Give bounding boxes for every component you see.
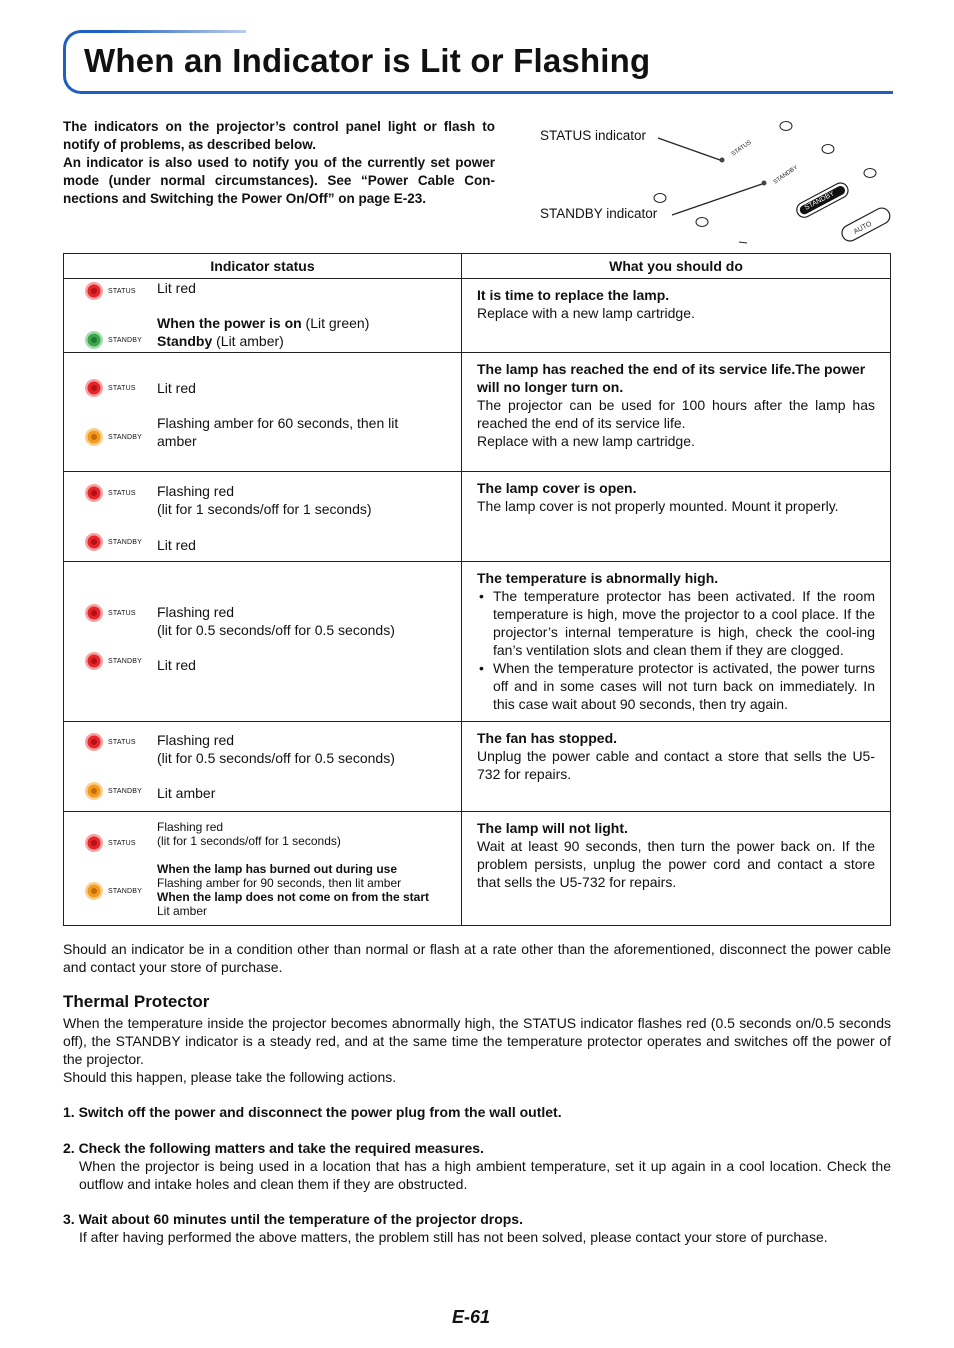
status-text-bold: Standby: [157, 333, 213, 349]
status-led-red-icon: [84, 378, 104, 398]
panel-auto-button-text: AUTO: [852, 220, 874, 236]
status-cell: [64, 279, 462, 353]
status-text: Lit amber: [157, 904, 208, 918]
status-text: Lit red: [157, 280, 196, 296]
standby-led-amber-icon: [84, 781, 104, 801]
step-2: [63, 1139, 891, 1193]
status-text: (Lit amber): [212, 333, 284, 349]
led-name: STANDBY: [108, 538, 142, 546]
thermal-paragraph-1: When the temperature inside the projector becomes abnormally high, the STATUS indicator flashes red (0.5 seconds on/0.5 seconds off), the STANDBY indicator is a steady red, and at the same time the temperature protector operates and switches off the power of the projector.: [63, 1015, 891, 1067]
status-text-bold: When the lamp has burned out during use: [157, 862, 398, 876]
status-text-bold: When the lamp does not come on from the start: [157, 890, 430, 904]
status-text-bold: When the power is on: [157, 315, 302, 331]
step-3: [63, 1210, 891, 1246]
led-name: STATUS: [108, 609, 136, 617]
problem-bullet-list: [477, 587, 875, 713]
what-cell: [462, 472, 891, 562]
problem-description: The projector can be used for 100 hours after the lamp has reached the end of its service life.: [477, 397, 875, 431]
standby-led-amber-icon: [84, 881, 104, 901]
status-cell: [64, 562, 462, 722]
status-text: Lit red: [157, 380, 196, 396]
status-text: Flashing red: [157, 483, 235, 499]
intro-paragraph-2: An indicator is also used to notify you of the currently set power mode (under normal circumstances). See “Power Cable Con-nections and Switching the Power On/Off” on page E-23.: [63, 155, 495, 206]
table-row: [64, 722, 891, 812]
table-row: [64, 472, 891, 562]
status-text: Flashing amber for 90 seconds, then lit amber: [157, 876, 402, 890]
status-text-detail: (lit for 1 seconds/off for 1 seconds): [157, 501, 372, 517]
step-description: If after having performed the above matters, the problem still has not been solved, please contact your store of purchase.: [79, 1229, 828, 1245]
standby-led-red-icon: [84, 532, 104, 552]
status-cell: [64, 472, 462, 562]
led-name: STATUS: [108, 839, 136, 847]
status-text: Flashing amber for 60 seconds, then lit amber: [157, 415, 399, 449]
panel-standby-button-text: STANDBY: [803, 190, 836, 212]
problem-remedy: Replace with a new lamp cartridge.: [477, 433, 695, 449]
led-name: STATUS: [108, 384, 136, 392]
list-item: • When the temperature protector is activated, the power turns off and in some cases will not turn back on immediately. In this case wait about 90 seconds, then try again.: [493, 659, 875, 713]
led-name: STANDBY: [108, 657, 142, 665]
section-heading: Thermal Protector: [63, 992, 210, 1011]
page-title: When an Indicator is Lit or Flashing: [84, 42, 651, 79]
status-led-red-icon: [84, 833, 104, 853]
problem-title: It is time to replace the lamp.: [477, 287, 670, 303]
step-description: When the projector is being used in a location that has a high ambient temperature, set it up again in a cool location. Check the outflow and intake holes and clean them if they are obstructed.: [79, 1158, 891, 1192]
status-text: Flashing red: [157, 732, 235, 748]
table-row: [64, 562, 891, 722]
intro-text: [63, 118, 495, 208]
status-text: Lit amber: [157, 785, 216, 801]
standby-led-amber-icon: [84, 427, 104, 447]
status-led-red-icon: [84, 483, 104, 503]
control-panel-drawing: [530, 112, 900, 247]
led-name: STANDBY: [108, 787, 142, 795]
header-indicator-status: Indicator status: [64, 254, 462, 279]
header-what-to-do: What you should do: [462, 254, 891, 279]
status-cell: [64, 722, 462, 812]
led-name: STATUS: [108, 489, 136, 497]
problem-remedy: Unplug the power cable and contact a store that sells the U5-732 for repairs.: [477, 748, 875, 782]
status-text-detail: (lit for 0.5 seconds/off for 0.5 seconds): [157, 622, 395, 638]
led-name: STANDBY: [108, 433, 142, 441]
table-row: [64, 353, 891, 472]
problem-remedy: Wait at least 90 seconds, then turn the power back on. If the problem persists, unplug the power cord and contact a store that sells the U5-732 for repairs.: [477, 838, 875, 890]
status-text: Lit red: [157, 537, 196, 553]
status-led-red-icon: [84, 281, 104, 301]
status-text: Flashing red: [157, 604, 235, 620]
led-name: STANDBY: [108, 336, 142, 344]
what-cell: [462, 812, 891, 926]
standby-led-green-icon: [84, 330, 104, 350]
status-text-detail: (lit for 0.5 seconds/off for 0.5 seconds): [157, 750, 395, 766]
list-item: • The temperature protector has been activated. If the room temperature is high, move the projector to a cool place. If the projector’s internal temperature is high, check the cool-ing fan’s ventilation slots and clean them if they are clogged.: [493, 587, 875, 659]
what-cell: [462, 353, 891, 472]
problem-remedy: Replace with a new lamp cartridge.: [477, 305, 695, 321]
step-heading: 1. Switch off the power and disconnect the power plug from the wall outlet.: [63, 1104, 562, 1120]
table-header-row: [64, 254, 891, 279]
led-name: STANDBY: [108, 887, 142, 895]
panel-led-status-text: STATUS: [730, 139, 753, 158]
control-panel-diagram: [530, 112, 900, 247]
problem-title: The temperature is abnormally high.: [477, 570, 719, 586]
status-cell: [64, 353, 462, 472]
status-cell: [64, 812, 462, 926]
status-led-red-icon: [84, 732, 104, 752]
problem-title: The lamp will not light.: [477, 820, 628, 836]
indicator-table: [63, 253, 891, 926]
problem-title: The lamp cover is open.: [477, 480, 637, 496]
problem-title: The lamp has reached the end of its service life.The power will no longer turn on.: [477, 361, 866, 395]
led-name: STATUS: [108, 738, 136, 746]
status-text: (Lit green): [301, 315, 370, 331]
status-indicator-label: STATUS indicator: [540, 128, 647, 143]
step-heading: 2. Check the following matters and take the required measures.: [63, 1140, 484, 1156]
problem-remedy: The lamp cover is not properly mounted. Mount it properly.: [477, 498, 839, 514]
status-text: Flashing red: [157, 820, 224, 834]
step-1: [63, 1103, 891, 1121]
intro-paragraph-1: The indicators on the projector’s control panel light or flash to notify of problems, as described below.: [63, 119, 495, 152]
page-number: E-61: [452, 1307, 491, 1327]
step-heading: 3. Wait about 60 minutes until the temperature of the projector drops.: [63, 1211, 523, 1227]
standby-led-red-icon: [84, 651, 104, 671]
what-cell: [462, 279, 891, 353]
standby-indicator-label: STANDBY indicator: [540, 206, 658, 221]
what-cell: [462, 722, 891, 812]
status-text: Lit red: [157, 657, 196, 673]
panel-led-standby-text: STANDBY: [772, 164, 800, 186]
problem-title: The fan has stopped.: [477, 730, 618, 746]
note-paragraph: Should an indicator be in a condition other than normal or flash at a rate other than the aforementioned, disconnect the power cable and contact your store of purchase.: [63, 941, 891, 975]
thermal-paragraph-2: Should this happen, please take the following actions.: [63, 1069, 397, 1085]
table-row: [64, 279, 891, 353]
led-name: STATUS: [108, 287, 136, 295]
what-cell: [462, 562, 891, 722]
status-led-red-icon: [84, 603, 104, 623]
table-row: [64, 812, 891, 926]
status-text-detail: (lit for 1 seconds/off for 1 seconds): [157, 834, 341, 848]
